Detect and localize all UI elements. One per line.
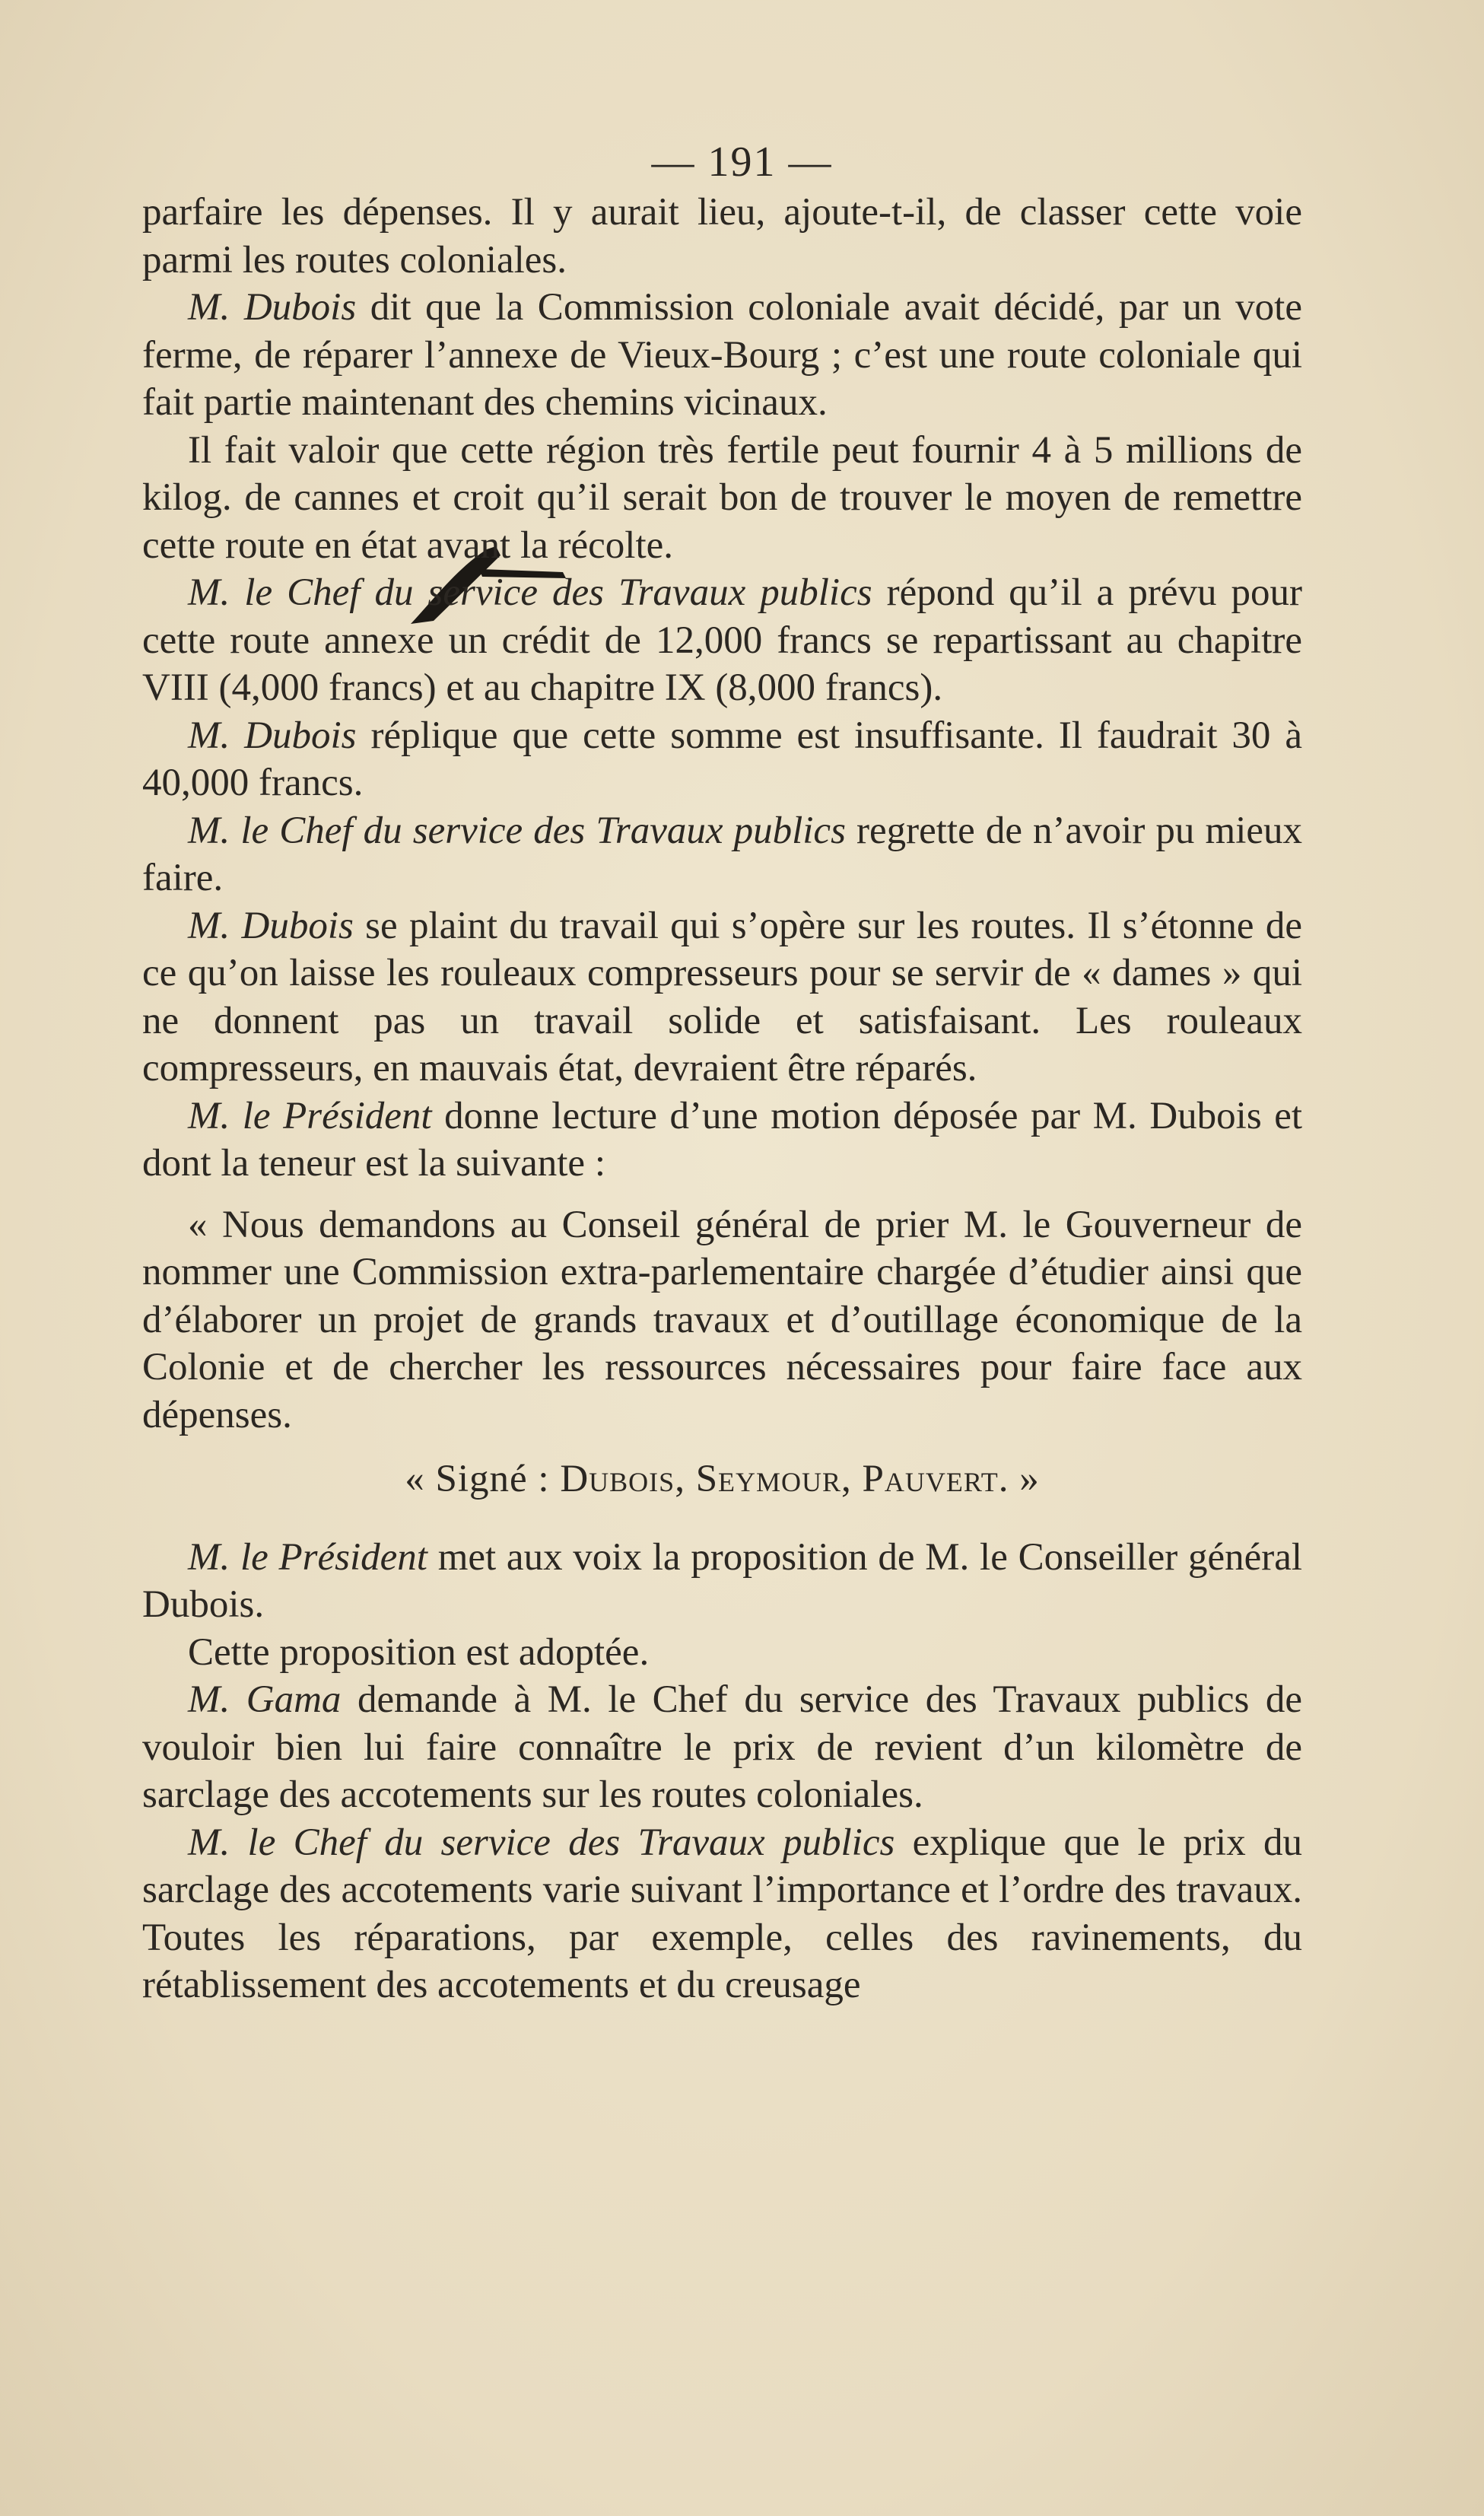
paragraph-4 [142, 569, 1302, 712]
paragraph-text: réplique que cette somme est insuffisante. Il faudrait 30 à 40,000 francs. [142, 714, 1302, 804]
paragraph-7 [142, 902, 1302, 1093]
paragraph-12 [142, 1819, 1302, 2009]
signature-names: Dubois, Seymour, Pauvert. [560, 1458, 1009, 1500]
body-text [142, 189, 1302, 2009]
paragraph-2 [142, 284, 1302, 427]
paragraph-text: répond qu’il a prévu pour cette route annexe un crédit de 12,000 francs se repartissant au chapitre VIII (4,000 francs) et au chapitre IX (8,000 francs). [142, 571, 1302, 709]
signature-prefix: « Signé : [405, 1458, 561, 1500]
paragraph-6 [142, 807, 1302, 902]
speaker-name: M. Dubois [188, 714, 357, 757]
paragraph-11 [142, 1676, 1302, 1819]
speaker-name: M. Dubois [188, 286, 357, 329]
motion-text [142, 1201, 1302, 1439]
paragraph-text: donne lecture d’une motion déposée par M. Dubois et dont la teneur est la suivante : [142, 1094, 1303, 1185]
paragraph-text: « Nous demandons au Conseil général de prier M. le Gouverneur de nommer une Commission extra-parlementaire chargée d’étudier ainsi que d’élaborer un projet de grands travaux et d’outillage économique de la Colonie et de chercher les ressources nécessaires pour faire face aux dépenses. [142, 1203, 1302, 1436]
page-number: — 191 — [651, 138, 833, 186]
speaker-name: M. Dubois [188, 904, 354, 947]
paragraph-3 [142, 427, 1302, 570]
signature-suffix: » [1009, 1458, 1040, 1500]
speaker-name: M. le Chef du service des Travaux publics [188, 1821, 895, 1864]
paragraph-text: regrette de n’avoir pu mieux faire. [142, 809, 1302, 899]
paragraph-10 [142, 1629, 1302, 1677]
paragraph-text: Il fait valoir que cette région très fertile peut fournir 4 à 5 millions de kilog. de cannes et croit qu’il serait bon de trouver le moyen de remettre cette route en état avant la récolte. [142, 428, 1302, 567]
paragraph-text: met aux voix la proposition de M. le Conseiller général Dubois. [142, 1535, 1303, 1626]
speaker-name: M. Gama [188, 1678, 342, 1721]
speaker-name: M. le Chef du service des Travaux publics [188, 809, 846, 852]
paragraph-text: demande à M. le Chef du service des Travaux publics de vouloir bien lui faire connaître le prix de revient d’un kilomètre de sarclage des accotements sur les routes coloniales. [142, 1678, 1302, 1816]
signature-line [142, 1455, 1302, 1503]
paragraph-1 [142, 189, 1302, 284]
paragraph-text: Cette proposition est adoptée. [188, 1630, 650, 1674]
paragraph-5 [142, 712, 1302, 807]
speaker-name: M. le Président [188, 1094, 432, 1137]
speaker-name: M. le Président [188, 1535, 427, 1579]
paragraph-9 [142, 1534, 1302, 1629]
paragraph-8 [142, 1093, 1302, 1188]
speaker-name: M. le Chef du service des Travaux publics [188, 571, 872, 614]
paragraph-text: parfaire les dépenses. Il y aurait lieu, ajoute-t-il, de classer cette voie parmi les routes coloniales. [142, 191, 1302, 281]
paragraph-text: dit que la Commission coloniale avait décidé, par un vote ferme, de réparer l’annexe de Vieux-Bourg ; c’est une route coloniale qui fait partie maintenant des chemins vicinaux. [142, 286, 1302, 424]
paragraph-text: se plaint du travail qui s’opère sur les routes. Il s’étonne de ce qu’on laisse les rouleaux compresseurs pour se servir de « dames » qui ne donnent pas un travail solide et satisfaisant. Les rouleaux compresseurs, en mauvais état, devraient être réparés. [142, 904, 1302, 1089]
paragraph-text: explique que le prix du sarclage des accotements varie suivant l’importance et l’ordre des travaux. Toutes les réparations, par exemple, celles des ravinements, du rétablissement des accotements et du creusage [142, 1821, 1302, 2006]
